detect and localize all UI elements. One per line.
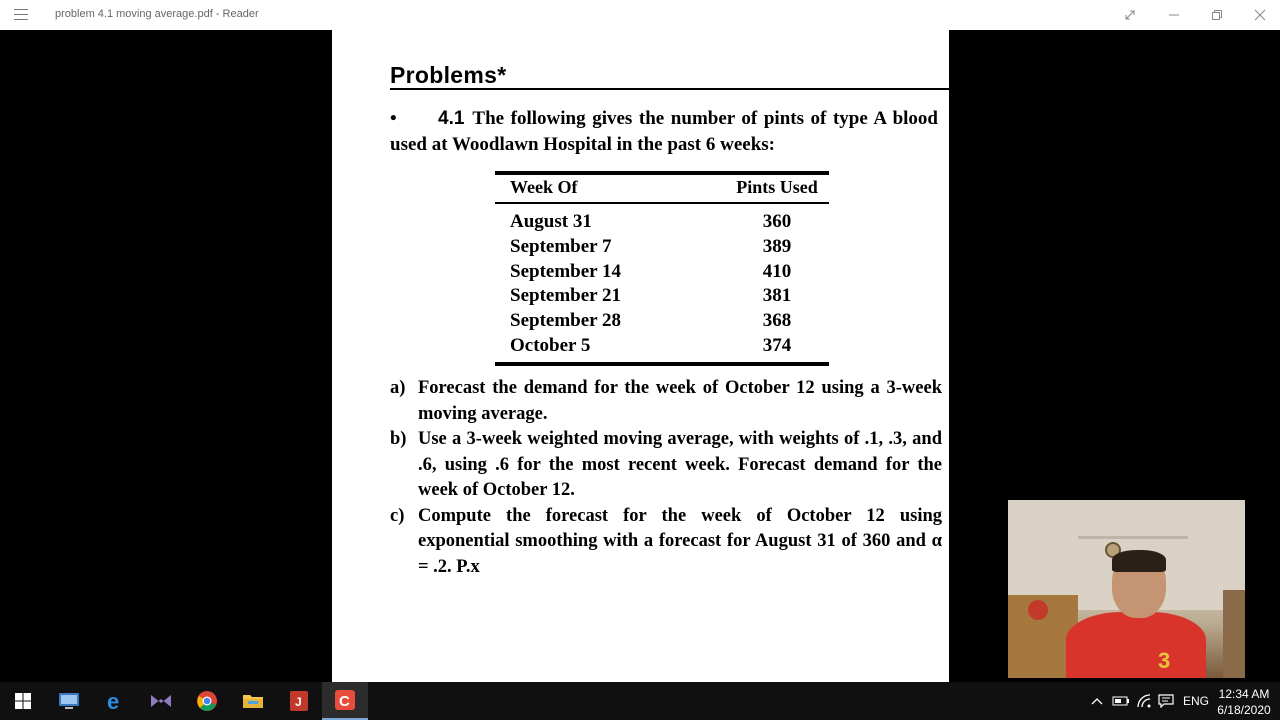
week-cell: September 28 xyxy=(510,310,621,332)
restore-button[interactable] xyxy=(1195,0,1239,30)
section-heading: Problems* xyxy=(390,62,507,88)
pints-cell: 374 xyxy=(762,334,792,356)
language-indicator[interactable]: ENG xyxy=(1183,694,1210,708)
week-cell: October 5 xyxy=(510,334,591,356)
question-text: Compute the forecast for the week of October 12 using exponential smoothing with a forecast for August 31 of 360 and α = .2. P.x xyxy=(418,505,942,577)
table-row xyxy=(495,210,829,235)
svg-text:C: C xyxy=(339,693,350,710)
notification-icon[interactable] xyxy=(1158,682,1174,720)
pints-cell: 368 xyxy=(762,310,792,332)
webcam-flowers xyxy=(1028,600,1048,620)
question-item xyxy=(390,504,942,581)
pints-table xyxy=(495,171,829,366)
edge-icon[interactable] xyxy=(92,682,138,720)
question-label: c) xyxy=(390,505,405,526)
week-cell: September 21 xyxy=(510,285,621,307)
pints-cell: 381 xyxy=(762,285,792,307)
close-button[interactable] xyxy=(1238,0,1280,30)
webcam-jersey-number: 3 xyxy=(1158,648,1171,673)
pints-cell: 360 xyxy=(762,211,792,233)
pints-cell: 389 xyxy=(762,236,792,258)
minimize-button[interactable] xyxy=(1152,0,1196,30)
start-icon[interactable] xyxy=(0,682,46,720)
webcam-person-body xyxy=(1066,612,1206,678)
fullscreen-icon[interactable] xyxy=(1108,0,1152,30)
table-rule-bottom xyxy=(495,362,829,366)
problem-intro xyxy=(390,106,938,158)
problem-bullet: • xyxy=(390,108,397,129)
camtasia-icon[interactable] xyxy=(322,682,368,720)
wifi-icon[interactable] xyxy=(1137,682,1153,720)
heading-rule xyxy=(390,88,950,90)
file-explorer-icon[interactable] xyxy=(230,682,276,720)
table-row xyxy=(495,235,829,260)
webcam-curtain-rod xyxy=(1078,536,1188,539)
question-item xyxy=(390,427,942,504)
pdf-reader-icon[interactable] xyxy=(276,682,322,720)
question-list xyxy=(390,376,942,580)
table-row xyxy=(495,284,829,309)
table-body xyxy=(495,204,829,358)
chrome-icon[interactable] xyxy=(184,682,230,720)
pdf-page[interactable] xyxy=(332,30,949,682)
battery-icon[interactable] xyxy=(1112,682,1130,720)
taskbar xyxy=(0,682,1280,720)
visual-studio-icon[interactable] xyxy=(138,682,184,720)
title-bar xyxy=(0,0,1280,30)
clock-date: 6/18/2020 xyxy=(1217,703,1271,717)
question-label: a) xyxy=(390,378,406,398)
table-header xyxy=(495,175,829,199)
question-item xyxy=(390,376,942,427)
problem-text: The following gives the number of pints of type A blood used at Woodlawn Hospital in the past 6 weeks: xyxy=(390,108,938,155)
table-row xyxy=(495,309,829,334)
menu-icon[interactable] xyxy=(14,9,28,21)
week-cell: September 7 xyxy=(510,236,612,258)
question-label: b) xyxy=(390,429,407,449)
table-row xyxy=(495,259,829,284)
webcam-person-hair xyxy=(1112,550,1166,572)
svg-text:e: e xyxy=(107,690,120,712)
week-cell: September 14 xyxy=(510,260,621,282)
question-text: Forecast the demand for the week of October 12 using a 3-week moving average. xyxy=(418,378,942,424)
week-cell: August 31 xyxy=(510,211,592,233)
system-clock[interactable] xyxy=(1212,686,1276,718)
window-title: problem 4.1 moving average.pdf - Reader xyxy=(55,8,259,20)
header-pints-used: Pints Used xyxy=(736,176,818,197)
computer-icon[interactable] xyxy=(46,682,92,720)
table-row xyxy=(495,333,829,358)
question-text: Use a 3-week weighted moving average, with weights of .1, .3, and .6, using .6 for the most recent week. Forecast demand for the week of October 12. xyxy=(418,429,942,500)
clock-time: 12:34 AM xyxy=(1218,687,1270,701)
webcam-overlay xyxy=(1008,500,1245,678)
webcam-cabinet xyxy=(1223,590,1245,678)
svg-text:J: J xyxy=(295,695,302,709)
header-week-of: Week Of xyxy=(510,176,578,197)
tray-chevron-icon[interactable] xyxy=(1090,682,1104,720)
problem-number: 4.1 xyxy=(438,108,465,129)
pints-cell: 410 xyxy=(762,260,792,282)
